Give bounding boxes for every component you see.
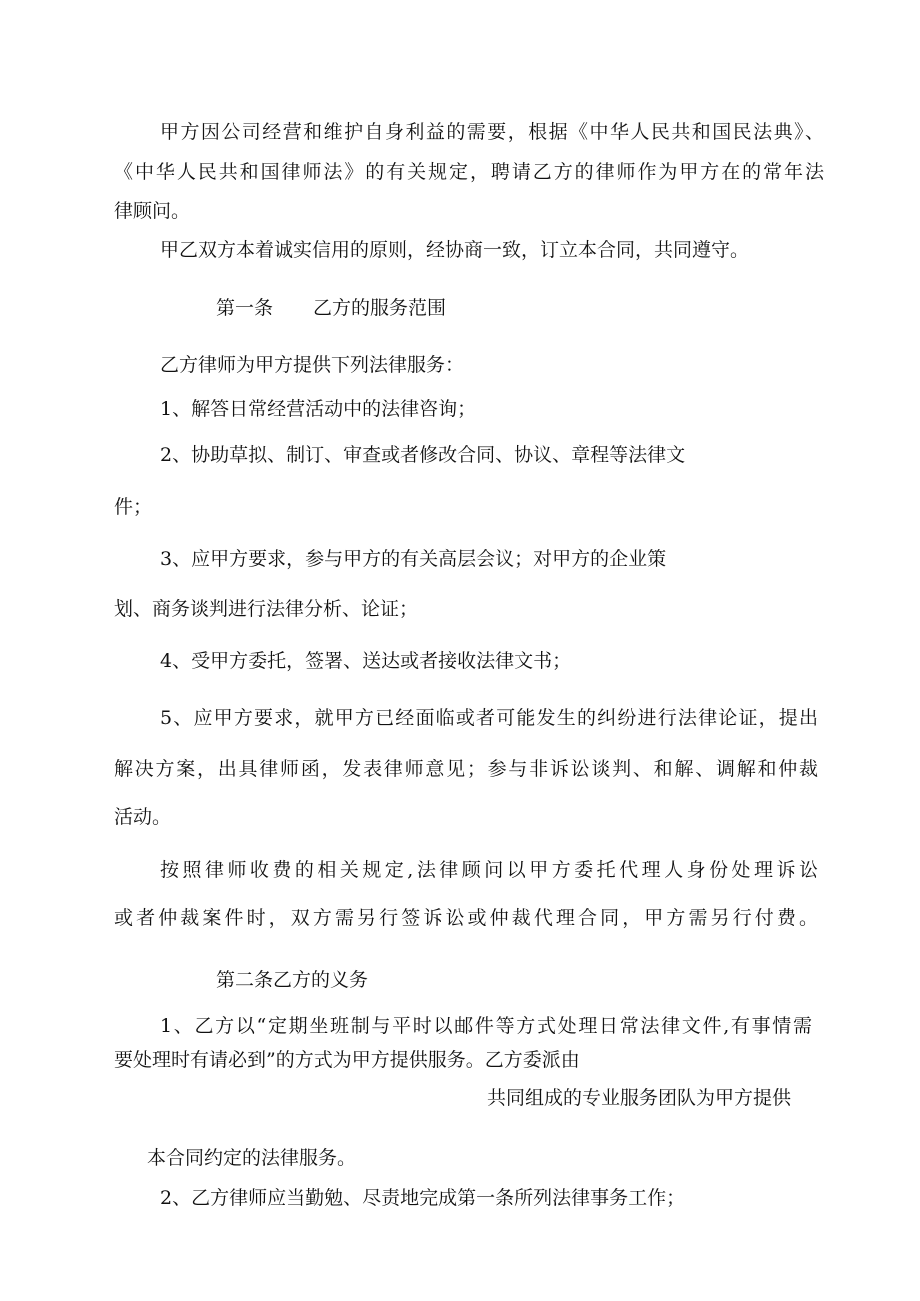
article-1-lead: 乙方律师为甲方提供下列法律服务： — [160, 354, 465, 376]
fee-paragraph-continuation: 或者仲裁案件时，双方需另行签诉讼或仲裁代理合同，甲方需另行付费。 — [114, 907, 818, 929]
duty-item-1-continuation: 共同组成的专业服务团队为甲方提供 — [487, 1087, 792, 1109]
list-item-2-continuation: 件； — [114, 496, 153, 518]
article-1-number: 第一条 — [216, 297, 274, 319]
duty-item-2: 2、乙方律师应当勤勉、尽责地完成第一条所列法律事务工作； — [160, 1187, 686, 1209]
duty-item-1-continuation: 要处理时有请必到”的方式为甲方提供服务。乙方委派由 — [114, 1049, 580, 1071]
list-item-5-continuation: 解决方案，出具律师函，发表律师意见；参与非诉讼谈判、和解、调解和仲裁 — [114, 758, 818, 780]
intro-paragraph-2: 甲乙双方本着诚实信用的原则，经协商一致，订立本合同，共同遵守。 — [160, 239, 750, 261]
intro-paragraph-line: 甲方因公司经营和维护自身利益的需要，根据《中华人民共和国民法典》、 — [160, 121, 824, 143]
list-item-3: 3、应甲方要求，参与甲方的有关高层会议；对甲方的企业策 — [160, 548, 667, 570]
list-item-5: 5、应甲方要求，就甲方已经面临或者可能发生的纠纷进行法律论证，提出 — [160, 707, 818, 729]
list-item-3-continuation: 划、商务谈判进行法律分析、论证； — [114, 598, 419, 620]
list-item-2: 2、协助草拟、制订、审查或者修改合同、协议、章程等法律文 — [160, 444, 686, 466]
duty-item-1-continuation: 本合同约定的法律服务。 — [147, 1147, 357, 1169]
intro-paragraph-line: 《中华人民共和国律师法》的有关规定，聘请乙方的律师作为甲方在的常年法 — [114, 161, 824, 183]
list-item-5-continuation: 活动。 — [114, 806, 172, 828]
list-item-1: 1、解答日常经营活动中的法律咨询； — [160, 398, 477, 420]
intro-paragraph-line: 律顾问。 — [114, 200, 191, 222]
duty-item-1: 1、乙方以“定期坐班制与平时以邮件等方式处理日常法律文件,有事情需 — [160, 1015, 812, 1037]
article-2-title: 第二条乙方的义务 — [216, 969, 369, 991]
fee-paragraph: 按照律师收费的相关规定,法律顾问以甲方委托代理人身份处理诉讼 — [160, 859, 818, 881]
list-item-4: 4、受甲方委托，签署、送达或者接收法律文书； — [160, 650, 572, 672]
article-1-title: 乙方的服务范围 — [313, 297, 447, 319]
